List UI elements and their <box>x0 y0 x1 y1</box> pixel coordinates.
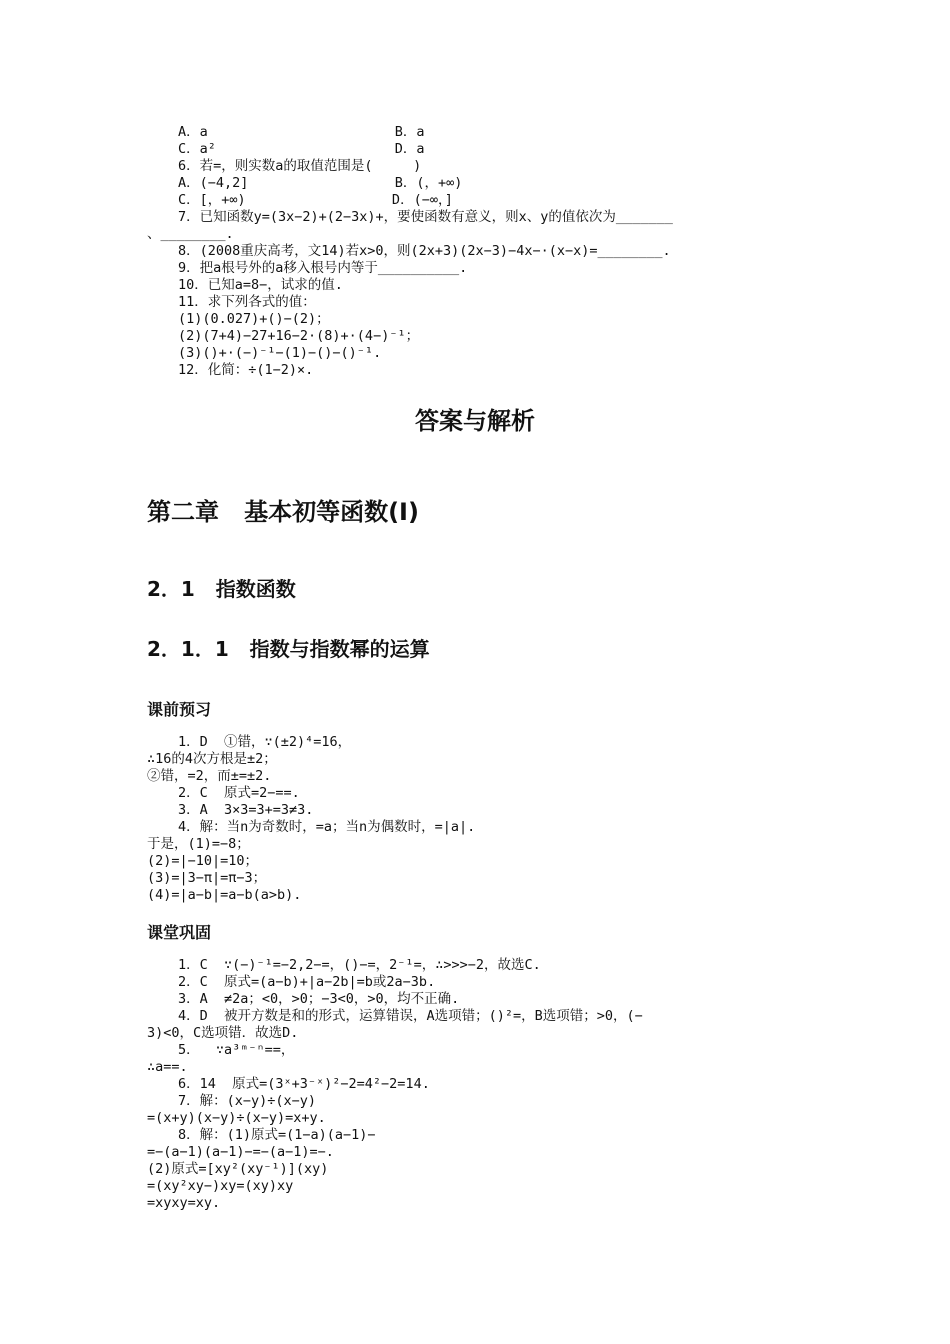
answer-line: =xyxy=xy. <box>147 1195 221 1211</box>
answer-line: 5． ∵a³ᵐ⁻ⁿ==， <box>178 1042 295 1058</box>
exercise-line: 、________. <box>147 226 234 242</box>
section-title: 2．1 指数函数 <box>147 577 296 601</box>
answer-line: 3．A ≠2a；<0，>0；−3<0，>0，均不正确. <box>178 991 460 1007</box>
answer-line: ②错，=2，而±=±2. <box>147 768 272 784</box>
exercise-line: 9．把a根号外的a移入根号内等于__________. <box>178 260 468 276</box>
consolidate-heading: 课堂巩固 <box>147 923 212 942</box>
exercise-line: 10．已知a=8−，试求的值. <box>178 277 343 293</box>
answer-line: (2)=|−10|=10； <box>147 853 259 869</box>
subsection-title: 2．1．1 指数与指数幂的运算 <box>147 637 430 661</box>
exercise-line: 6．若=，则实数a的取值范围是( ) <box>178 158 422 174</box>
chapter-title: 第二章 基本初等函数(Ⅰ) <box>147 498 419 526</box>
exercise-line: (1)(0.027)+()−(2)； <box>178 311 330 327</box>
answer-line: ∴16的4次方根是±2； <box>147 751 277 767</box>
answer-line: (4)=|a−b|=a−b(a>b). <box>147 887 302 903</box>
answers-title: 答案与解析 <box>415 407 535 435</box>
exercise-line: (2)(7+4)−27+16−2·(8)+·(4−)⁻¹； <box>178 328 420 344</box>
answer-line: 7．解：(x−y)÷(x−y) <box>178 1093 317 1109</box>
answer-line: ∴a==. <box>147 1059 188 1075</box>
answer-line: 2．C 原式=2−==. <box>178 785 300 801</box>
exercise-line: (3)()+·(−)⁻¹−(1)−()−()⁻¹. <box>178 345 382 361</box>
exercise-line: 8．(2008重庆高考，文14)若x>0，则(2x+3)(2x−3)−4x−·(x−x)=________. <box>178 243 671 259</box>
answer-line: 4．解：当n为奇数时，=a；当n为偶数时，=|a|. <box>178 819 476 835</box>
exercise-line: C．a² D．a <box>178 141 425 157</box>
answer-line: (2)原式=[xy²(xy⁻¹)](xy) <box>147 1161 329 1177</box>
answer-line: (3)=|3−π|=π−3； <box>147 870 267 886</box>
answer-line: =−(a−1)(a−1)−=−(a−1)=−. <box>147 1144 334 1160</box>
answer-line: 1．C ∵(−)⁻¹=−2,2−=，()−=，2⁻¹=，∴>>>−2，故选C. <box>178 957 541 973</box>
answer-line: 4．D 被开方数是和的形式，运算错误，A选项错；()²=，B选项错；>0，(− <box>178 1008 643 1024</box>
answer-line: 8．解：(1)原式=(1−a)(a−1)− <box>178 1127 376 1143</box>
answer-line: 3)<0，C选项错．故选D. <box>147 1025 299 1041</box>
answer-line: 3．A 3×3=3+=3≠3. <box>178 802 314 818</box>
exercise-line: A．a B．a <box>178 124 425 140</box>
exercise-line: 11．求下列各式的值： <box>178 294 316 310</box>
answer-line: =(xy²xy−)xy=(xy)xy <box>147 1178 294 1194</box>
exercise-line: C．[，+∞) D．(−∞，] <box>178 192 453 208</box>
answer-line: 于是，(1)=−8； <box>147 836 250 852</box>
answer-line: 2．C 原式=(a−b)+|a−2b|=b或2a−3b. <box>178 974 436 990</box>
exercise-line: 7．已知函数y=(3x−2)+(2−3x)+，要使函数有意义，则x、y的值依次为_______ <box>178 209 673 225</box>
answer-line: =(x+y)(x−y)÷(x−y)=x+y. <box>147 1110 326 1126</box>
exercise-line: 12．化简：÷(1−2)×. <box>178 362 314 378</box>
exercise-line: A．(−4,2] B．(，+∞) <box>178 175 463 191</box>
answer-line: 1．D ①错，∵(±2)⁴=16， <box>178 734 352 750</box>
answer-line: 6．14 原式=(3ˣ+3⁻ˣ)²−2=4²−2=14. <box>178 1076 430 1092</box>
preview-heading: 课前预习 <box>147 700 212 719</box>
